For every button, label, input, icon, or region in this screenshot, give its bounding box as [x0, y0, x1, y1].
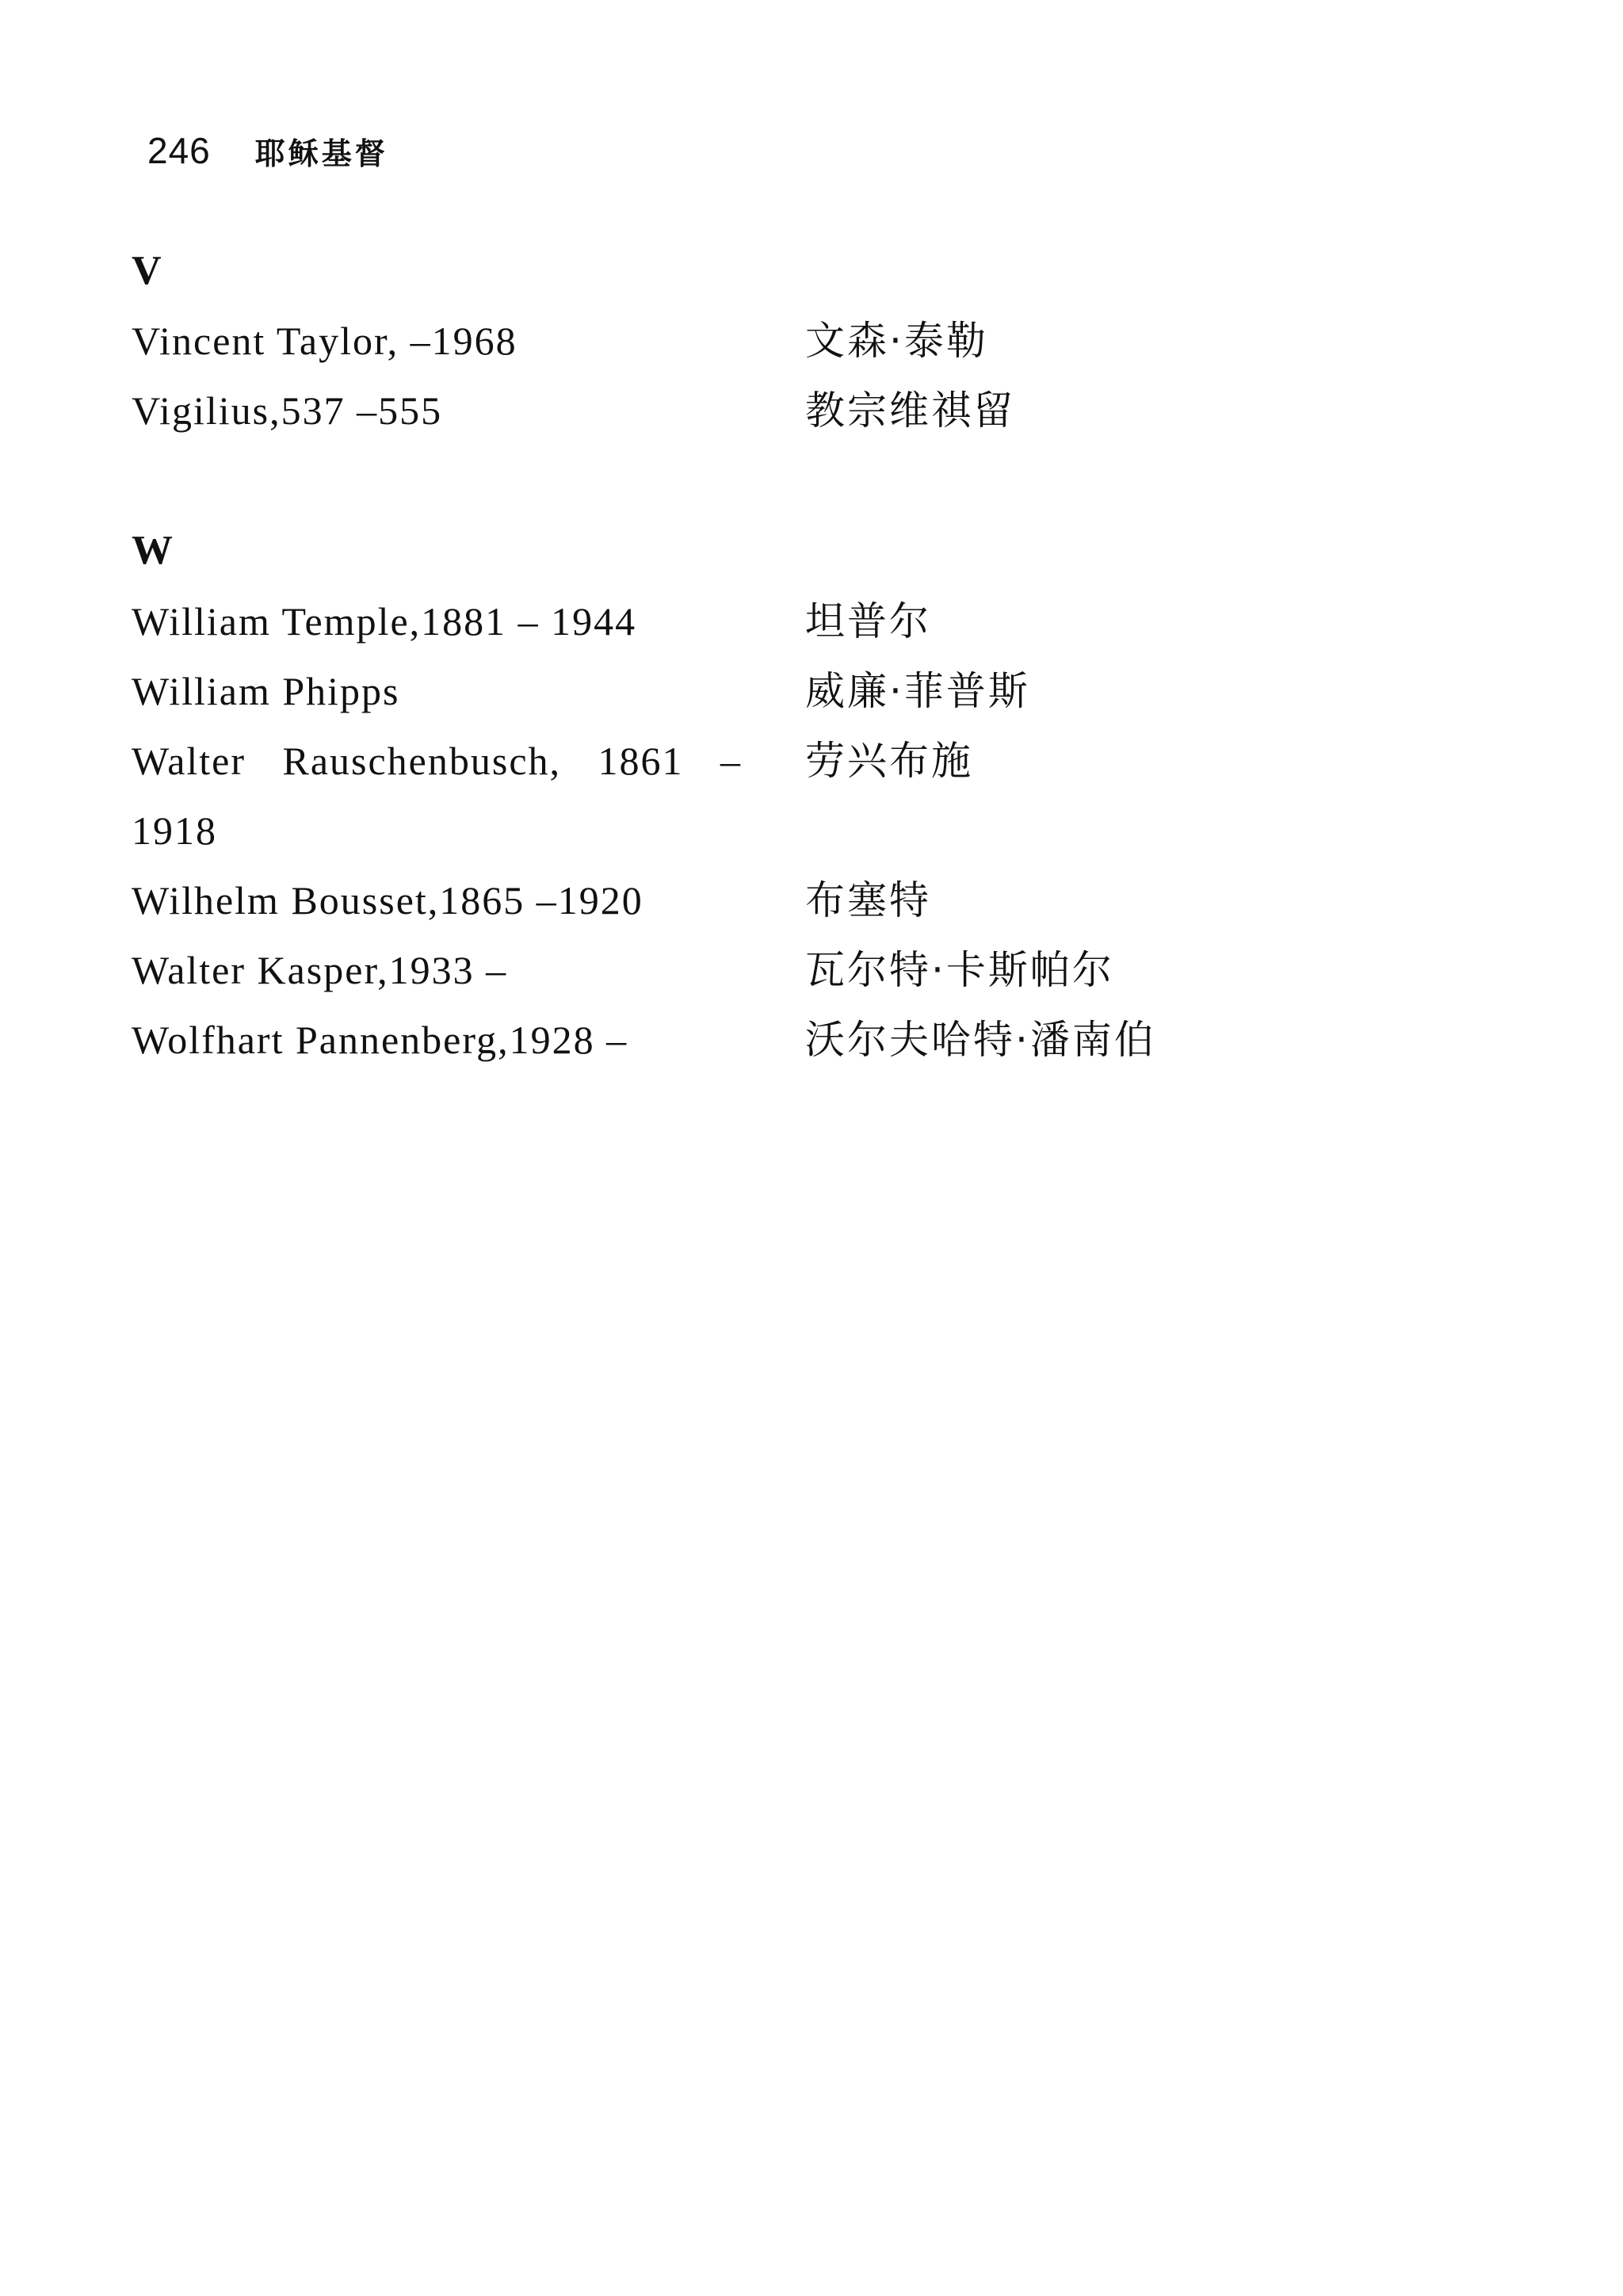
- entry-english-name: Vigilius,537 –555: [132, 388, 443, 433]
- entry-chinese-name: 劳兴布施: [805, 738, 973, 784]
- entry-english-name: Wilhelm Bousset,1865 –1920: [132, 878, 643, 923]
- running-title: 耶稣基督: [254, 136, 388, 171]
- entry-english-name-line2: 1918: [132, 808, 217, 853]
- section-letter-w: W: [132, 528, 173, 573]
- entry-english-name-line1: Walter Rauschenbusch, 1861 –: [132, 739, 742, 783]
- index-entry: [132, 935, 1241, 1005]
- section-v-entries: [132, 306, 1241, 445]
- entry-english-name: Vincent Taylor, –1968: [132, 319, 517, 363]
- index-entry: [132, 376, 1241, 445]
- page-number: 246: [147, 130, 211, 171]
- section-letter-v: V: [132, 248, 162, 293]
- entry-english-name: Wolfhart Pannenberg,1928 –: [132, 1018, 628, 1062]
- index-entry: [132, 586, 1241, 656]
- section-w-entries: [132, 586, 1241, 1075]
- index-entry: [132, 1005, 1241, 1075]
- index-entry: [132, 656, 1241, 726]
- running-header: [147, 119, 388, 182]
- entry-english-name: William Phipps: [132, 669, 400, 713]
- index-entry: [132, 306, 1241, 376]
- entry-english-name: Walter Kasper,1933 –: [132, 948, 508, 992]
- entry-chinese-name: 威廉·菲普斯: [805, 668, 1030, 714]
- entry-chinese-name: 沃尔夫哈特·潘南伯: [805, 1017, 1156, 1063]
- index-entry: [132, 865, 1241, 935]
- entry-english-name: William Temple,1881 – 1944: [132, 599, 637, 644]
- entry-chinese-name: 布塞特: [805, 877, 931, 923]
- index-entry: [132, 726, 1241, 865]
- entry-english-name: [132, 726, 742, 865]
- entry-chinese-name: 文森·泰勒: [805, 318, 988, 364]
- entry-chinese-name: 坦普尔: [805, 598, 931, 644]
- entry-chinese-name: 教宗维祺留: [805, 388, 1015, 434]
- entry-chinese-name: 瓦尔特·卡斯帕尔: [805, 947, 1114, 993]
